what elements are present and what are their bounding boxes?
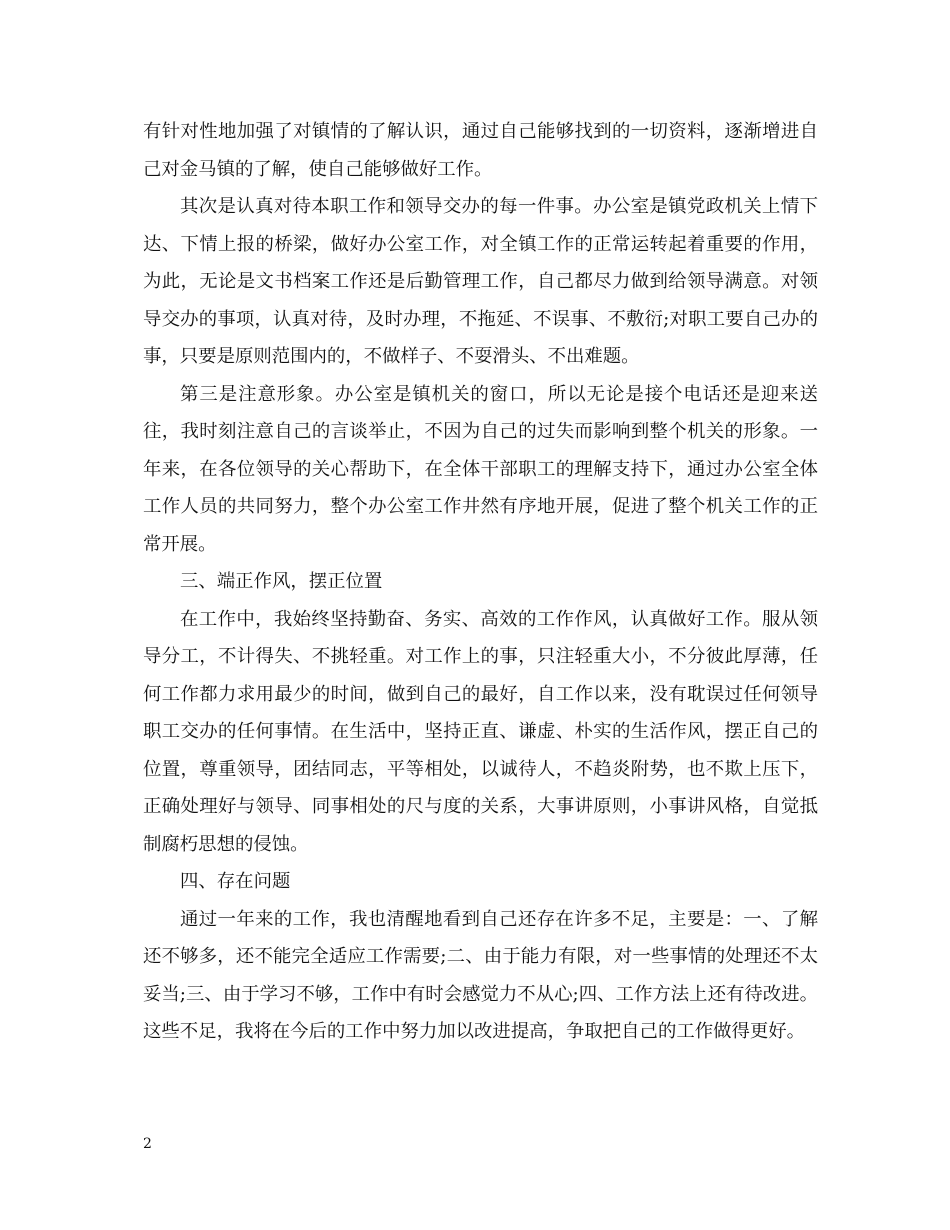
paragraph-second-point: 其次是认真对待本职工作和领导交办的每一件事。办公室是镇党政机关上情下达、下情上报的桥梁，做好办公室工作，对全镇工作的正常运转起着重要的作用，为此，无论是文书档案工作还是后勤管理工作，自己都尽力做到给领导满意。对领导交办的事项，认真对待，及时办理，不拖延、不误事、不敷衍;对职工要自己办的事，只要是原则范围内的，不做样子、不耍滑头、不出难题。	[143, 196, 818, 367]
paragraph-third-point: 第三是注意形象。办公室是镇机关的窗口，所以无论是接个电话还是迎来送往，我时刻注意自己的言谈举止，不因为自己的过失而影响到整个机关的形象。一年来，在各位领导的关心帮助下，在全体干部职工的理解支持下，通过办公室全体工作人员的共同努力，整个办公室工作井然有序地开展，促进了整个机关工作的正常开展。	[143, 383, 818, 555]
page-number: 2	[143, 1136, 152, 1152]
section-heading-problems: 四、存在问题	[180, 871, 291, 892]
paragraph-work-style: 在工作中，我始终坚持勤奋、务实、高效的工作作风，认真做好工作。服从领导分工，不计得失、不挑轻重。对工作上的事，只注轻重大小，不分彼此厚薄，任何工作都力求用最少的时间，做到自己的最好，自工作以来，没有耽误过任何领导职工交办的任何事情。在生活中，坚持正直、谦虚、朴实的生活作风，摆正自己的位置，尊重领导，团结同志，平等相处，以诚待人，不趋炎附势，也不欺上压下，正确处理好与领导、同事相处的尺与度的关系，大事讲原则，小事讲风格，自觉抵制腐朽思想的侵蚀。	[143, 608, 818, 855]
document-body	[143, 113, 818, 1051]
paragraph-continued-intro: 有针对性地加强了对镇情的了解认识，通过自己能够找到的一切资料，逐渐增进自己对金马镇的了解，使自己能够做好工作。	[143, 121, 818, 180]
paragraph-problems: 通过一年来的工作，我也清醒地看到自己还存在许多不足，主要是：一、了解还不够多，还不能完全适应工作需要;二、由于能力有限，对一些事情的处理还不太妥当;三、由于学习不够，工作中有时会感觉力不从心;四、工作方法上还有待改进。这些不足，我将在今后的工作中努力加以改进提高，争取把自己的工作做得更好。	[143, 908, 818, 1042]
section-heading-style: 三、端正作风，摆正位置	[180, 571, 383, 592]
